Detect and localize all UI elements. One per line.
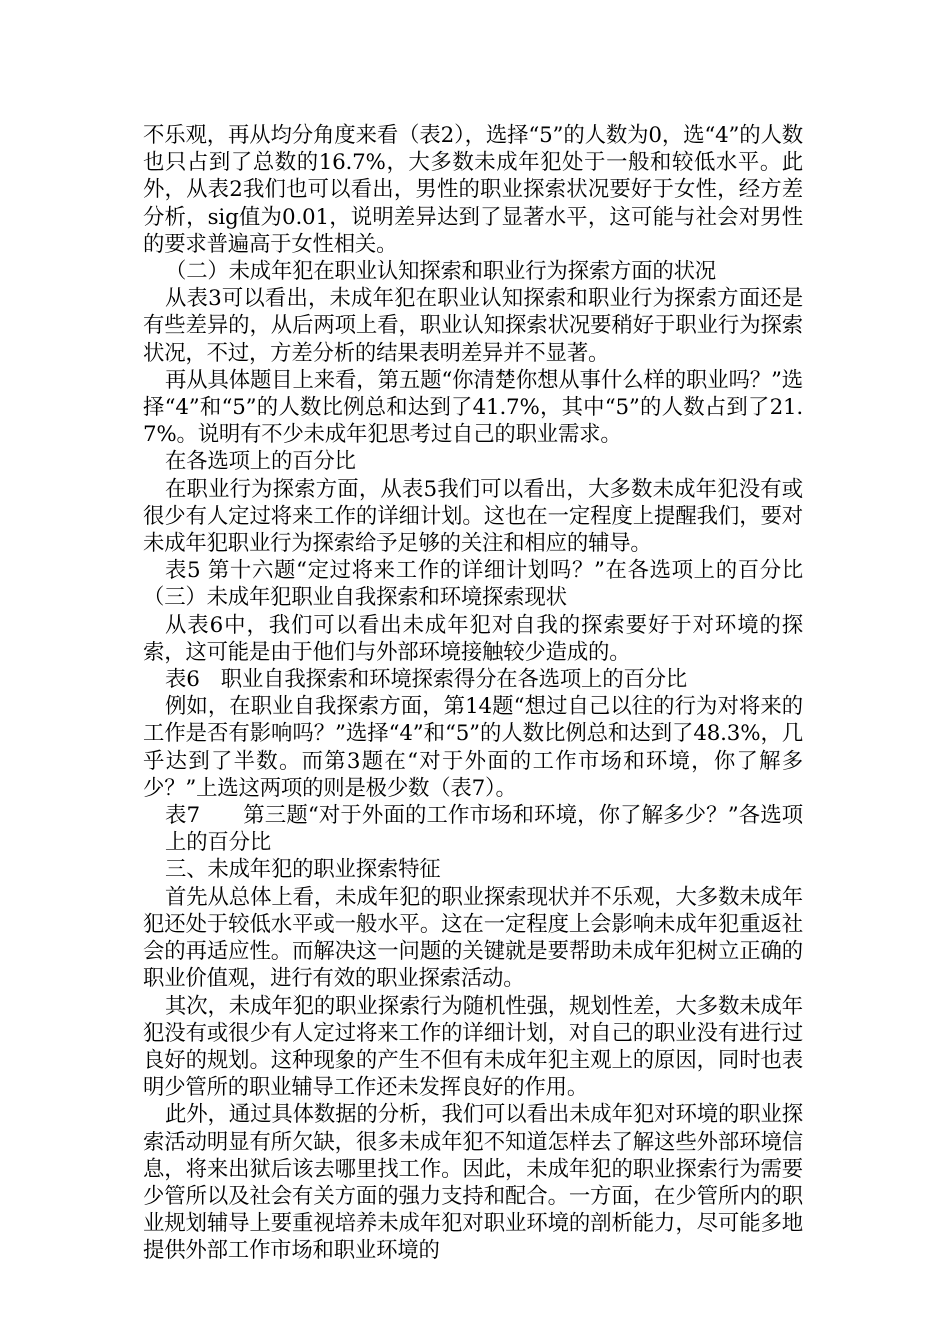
table-caption-fragment: 在各选项上的百分比 xyxy=(165,449,356,475)
paragraph-4: 再从具体题目上来看，第五题“你清楚你想从事什么样的职业吗？”选择“4”和“5”的人数比例总和达到了41.7%，其中“5”的人数占到了21.7%。说明有不少未成年犯思考过自己的职业需求。 xyxy=(143,367,803,448)
table-7-caption: 表7 第三题“对于外面的工作市场和环境，你了解多少？”各选项上的百分比 xyxy=(165,803,803,856)
paragraph-6: 从表6中，我们可以看出未成年犯对自我的探索要好于对环境的探索，这可能是由于他们与外部环境接触较少造成的。 xyxy=(143,612,803,665)
paragraph-8: 首先从总体上看，未成年犯的职业探索现状并不乐观，大多数未成年犯还处于较低水平或一般水平。这在一定程度上会影响未成年犯重返社会的再适应性。而解决这一问题的关键就是要帮助未成年犯树立正确的职业价值观，进行有效的职业探索活动。 xyxy=(143,884,803,992)
section-heading-3: 三、未成年犯的职业探索特征 xyxy=(165,857,441,883)
paragraph-3: 从表3可以看出，未成年犯在职业认知探索和职业行为探索方面还是有些差异的，从后两项上看，职业认知探索状况要稍好于职业行为探索状况，不过，方差分析的结果表明差异并不显著。 xyxy=(143,286,803,366)
table-5-caption: 表5 第十六题“定过将来工作的详细计划吗？”在各选项上的百分比 （三）未成年犯职业自我探索和环境探索现状 xyxy=(143,558,825,611)
table-6-caption: 表6 职业自我探索和环境探索得分在各选项上的百分比 xyxy=(165,667,687,693)
section-heading-2: （二）未成年犯在职业认知探索和职业行为探索方面的状况 xyxy=(165,259,716,285)
paragraph-9: 其次，未成年犯的职业探索行为随机性强，规划性差，大多数未成年犯没有或很少有人定过将来工作的详细计划，对自己的职业没有进行过良好的规划。这种现象的产生不但有未成年犯主观上的原因，同时也表明少管所的职业辅导工作还未发挥良好的作用。 xyxy=(143,993,803,1101)
paragraph-7: 例如，在职业自我探索方面，第14题“想过自己以往的行为对将来的工作是否有影响吗？”选择“4”和“5”的人数比例总和达到了48.3%，几乎达到了半数。而第3题在“对于外面的工作市场和环境，你了解多少？”上选这两项的则是极少数（表7）。 xyxy=(143,694,803,801)
document-page xyxy=(143,122,825,1265)
paragraph-10: 此外，通过具体数据的分析，我们可以看出未成年犯对环境的职业探索活动明显有所欠缺，很多未成年犯不知道怎样去了解这些外部环境信息，将来出狱后该去哪里找工作。因此，未成年犯的职业探索行为需要少管所以及社会有关方面的强力支持和配合。一方面，在少管所内的职业规划辅导上要重视培养未成年犯对职业环境的剖析能力，尽可能多地提供外部工作市场和职业环境的 xyxy=(143,1102,803,1264)
paragraph-1: 不乐观，再从均分角度来看（表2），选择“5”的人数为0，选“4”的人数也只占到了总数的16.7%，大多数未成年犯处于一般和较低水平。此外，从表2我们也可以看出，男性的职业探索状况要好于女性，经方差分析，sig值为0.01，说明差异达到了显著水平，这可能与社会对男性的要求普遍高于女性相关。 xyxy=(143,123,803,257)
paragraph-5: 在职业行为探索方面，从表5我们可以看出，大多数未成年犯没有或很少有人定过将来工作的详细计划。这也在一定程度上提醒我们，要对未成年犯职业行为探索给予足够的关注和相应的辅导。 xyxy=(143,476,803,557)
